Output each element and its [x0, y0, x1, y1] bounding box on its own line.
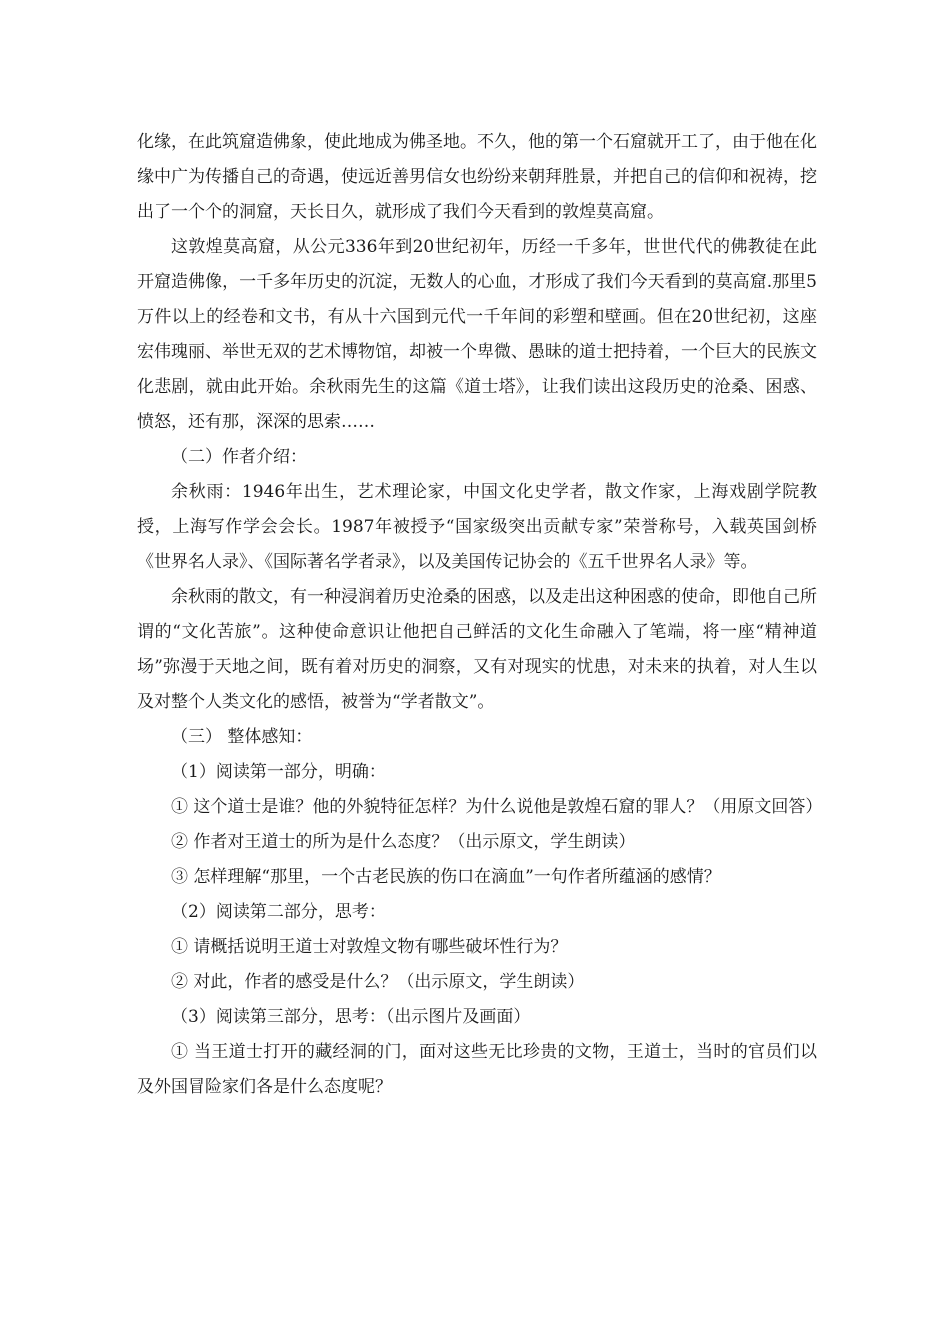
- question-item: ① 请概括说明王道士对敦煌文物有哪些破坏性行为？: [171, 937, 568, 957]
- subheading-part-three: （3）阅读第三部分，思考：（出示图片及画面）: [171, 1007, 531, 1027]
- paragraph-author-style: 余秋雨的散文，有一种浸润着历史沧桑的困惑，以及走出这种困惑的使命，即他自己所谓的“文化苦旅”。这种使命意识让他把自己鲜活的文化生命融入了笔端，将一座“精神道场”弥漫于天地之间，既有着对历史的洞察，又有对现实的忧患，对未来的执着，对人生以及对整个人类文化的感悟，被誉为“学者散文”。: [137, 587, 817, 712]
- paragraph-mogao-history: 这敦煌莫高窟，从公元336年到20世纪初年，历经一千多年，世世代代的佛教徒在此开窟造佛像，一千多年历史的沉淀，无数人的心血，才形成了我们今天看到的莫高窟.那里5万件以上的经卷和文书，有从十六国到元代一千年间的彩塑和壁画。但在20世纪初，这座宏伟瑰丽、举世无双的艺术博物馆，却被一个卑微、愚昧的道士把持着，一个巨大的民族文化悲剧，就由此开始。余秋雨先生的这篇《道士塔》，让我们读出这段历史的沧桑、困惑、愤怒，还有那，深深的思索……: [137, 237, 817, 432]
- paragraph-origin-story: 化缘，在此筑窟造佛象，使此地成为佛圣地。不久，他的第一个石窟就开工了，由于他在化缘中广为传播自己的奇遇，使远近善男信女也纷纷来朝拜胜景，并把自己的信仰和祝祷，挖出了一个个的洞窟，天长日久，就形成了我们今天看到的敦煌莫高窟。: [137, 132, 817, 222]
- subheading-part-two: （2）阅读第二部分，思考：: [171, 902, 386, 922]
- paragraph-author-bio: 余秋雨：1946年出生，艺术理论家，中国文化史学者，散文作家，上海戏剧学院教授，上海写作学会会长。1987年被授予“国家级突出贡献专家”荣誉称号，入载英国剑桥《世界名人录》、《国际著名学者录》，以及美国传记协会的《五千世界名人录》等。: [137, 482, 817, 572]
- question-item: ① 这个道士是谁？他的外貌特征怎样？为什么说他是敦煌石窟的罪人？（用原文回答）: [171, 797, 823, 817]
- section-heading-author: （二）作者介绍：: [171, 447, 307, 467]
- question-item: ③ 怎样理解“那里，一个古老民族的伤口在滴血”一句作者所蕴涵的感情？: [171, 867, 721, 887]
- subheading-part-one: （1）阅读第一部分，明确：: [171, 762, 386, 782]
- question-item: ① 当王道士打开的藏经洞的门，面对这些无比珍贵的文物，王道士，当时的官员们以及外国冒险家们各是什么态度呢？: [137, 1042, 817, 1097]
- question-item: ② 对此，作者的感受是什么？（出示原文，学生朗读）: [171, 972, 585, 992]
- document-body: [137, 125, 823, 1105]
- section-heading-overview: （三） 整体感知：: [171, 727, 313, 747]
- question-item: ② 作者对王道士的所为是什么态度？（出示原文，学生朗读）: [171, 832, 636, 852]
